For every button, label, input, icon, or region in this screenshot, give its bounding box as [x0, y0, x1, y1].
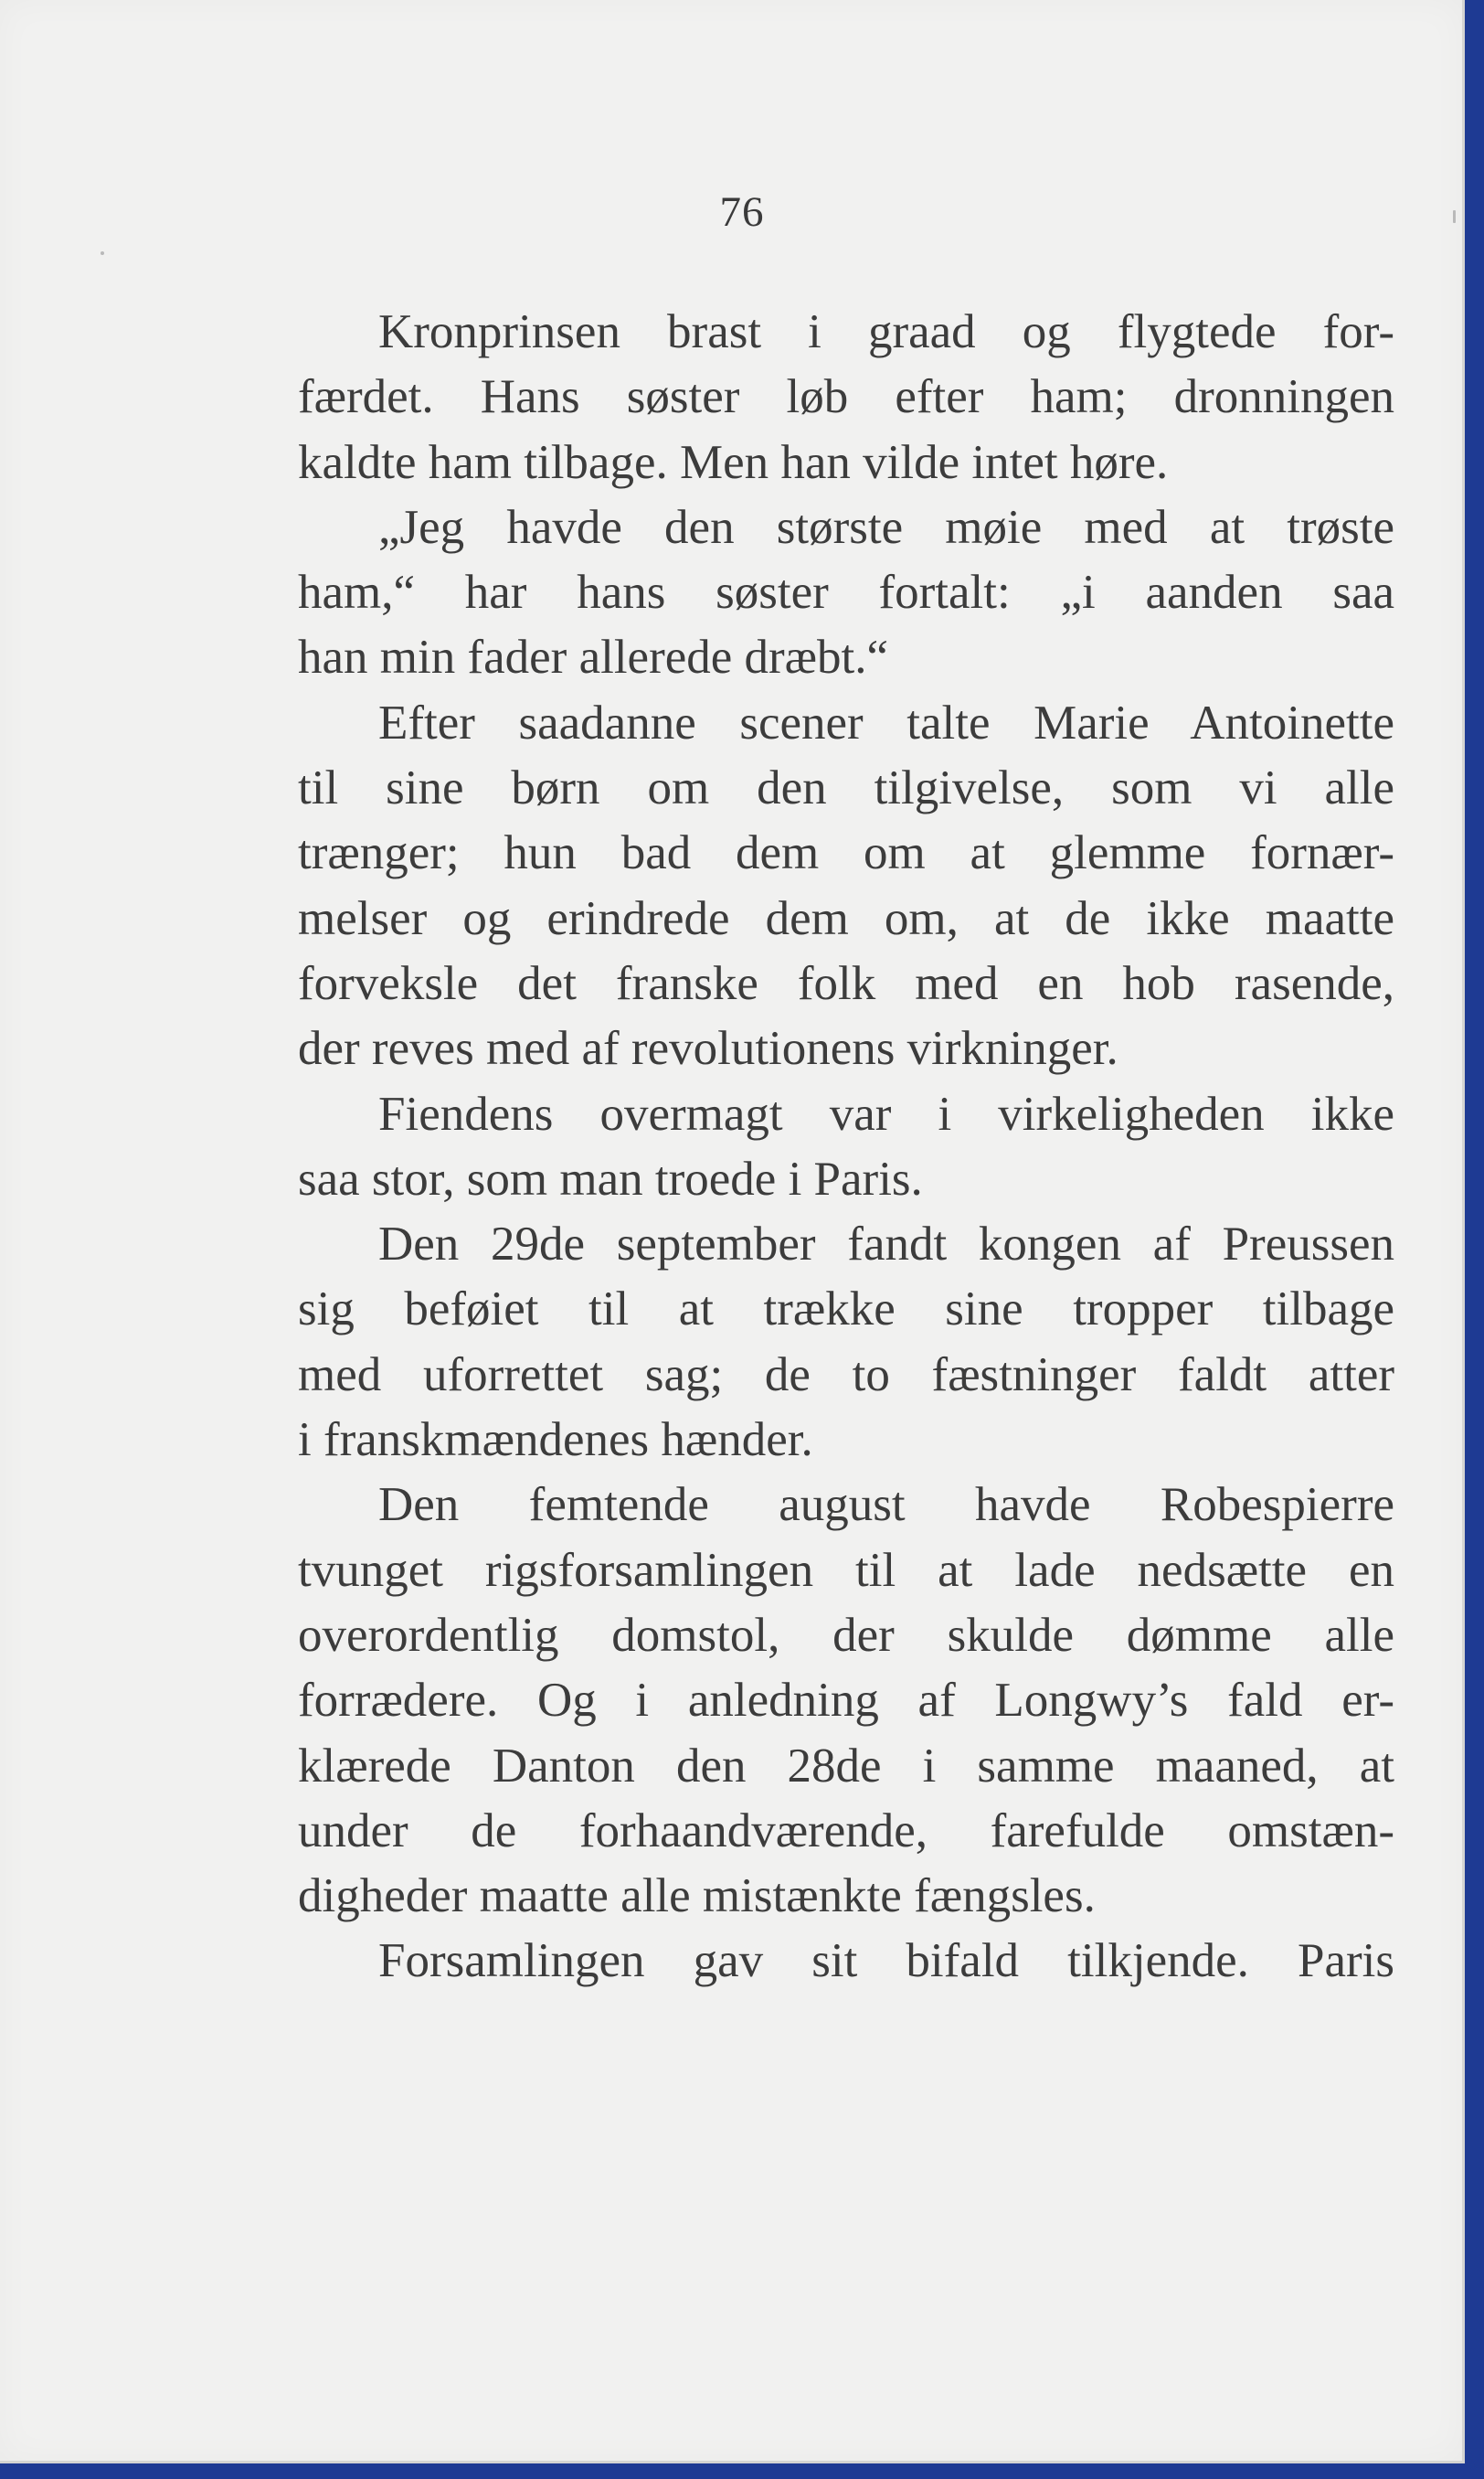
text-line: „Jeg havde den største møie med at trøste: [378, 500, 1394, 554]
text-line: Den femtende august havde Robespierre: [378, 1478, 1394, 1532]
text-line: trænger; hun bad dem om at glemme fornær-: [298, 826, 1394, 880]
text-line: digheder maatte alle mistænkte fængsles.: [298, 1869, 1096, 1923]
paper-speck: [1453, 210, 1456, 223]
text-line: overordentlig domstol, der skulde dømme alle: [298, 1608, 1394, 1662]
text-line: forrædere. Og i anledning af Longwy’s fald er-: [298, 1674, 1394, 1728]
text-line: i franskmændenes hænder.: [298, 1413, 813, 1467]
text-line: sig beføiet til at trække sine tropper tilbage: [298, 1282, 1394, 1336]
text-line: Den 29de september fandt kongen af Preussen: [378, 1218, 1394, 1271]
text-line: færdet. Hans søster løb efter ham; dronningen: [298, 370, 1394, 424]
text-line: ham,“ har hans søster fortalt: „i aanden saa: [298, 566, 1394, 620]
text-line: han min fader allerede dræbt.“: [298, 631, 889, 685]
text-line: med uforrettet sag; de to fæstninger faldt atter: [298, 1347, 1394, 1401]
text-line: saa stor, som man troede i Paris.: [298, 1152, 923, 1206]
text-line: Kronprinsen brast i graad og flygtede for-: [378, 305, 1394, 358]
text-line: under de forhaandværende, farefulde omstæn-: [298, 1803, 1394, 1857]
text-line: kaldte ham tilbage. Men han vilde intet høre.: [298, 435, 1169, 489]
text-line: der reves med af revolutionens virkninger.: [298, 1022, 1118, 1076]
text-line: forveksle det franske folk med en hob rasende,: [298, 956, 1394, 1010]
body-text: [298, 300, 1394, 1995]
page-number: 76: [719, 188, 765, 236]
paper-speck: [101, 251, 104, 255]
text-line: Efter saadanne scener talte Marie Antoinette: [378, 696, 1394, 750]
text-line: Forsamlingen gav sit bifald tilkjende. Paris: [378, 1934, 1394, 1988]
text-line: tvunget rigsforsamlingen til at lade nedsætte en: [298, 1543, 1394, 1597]
text-line: klærede Danton den 28de i samme maaned, at: [298, 1739, 1394, 1793]
text-line: melser og erindrede dem om, at de ikke maatte: [298, 891, 1394, 945]
text-line: til sine børn om den tilgivelse, som vi alle: [298, 761, 1394, 815]
text-line: Fiendens overmagt var i virkeligheden ikke: [378, 1087, 1394, 1141]
